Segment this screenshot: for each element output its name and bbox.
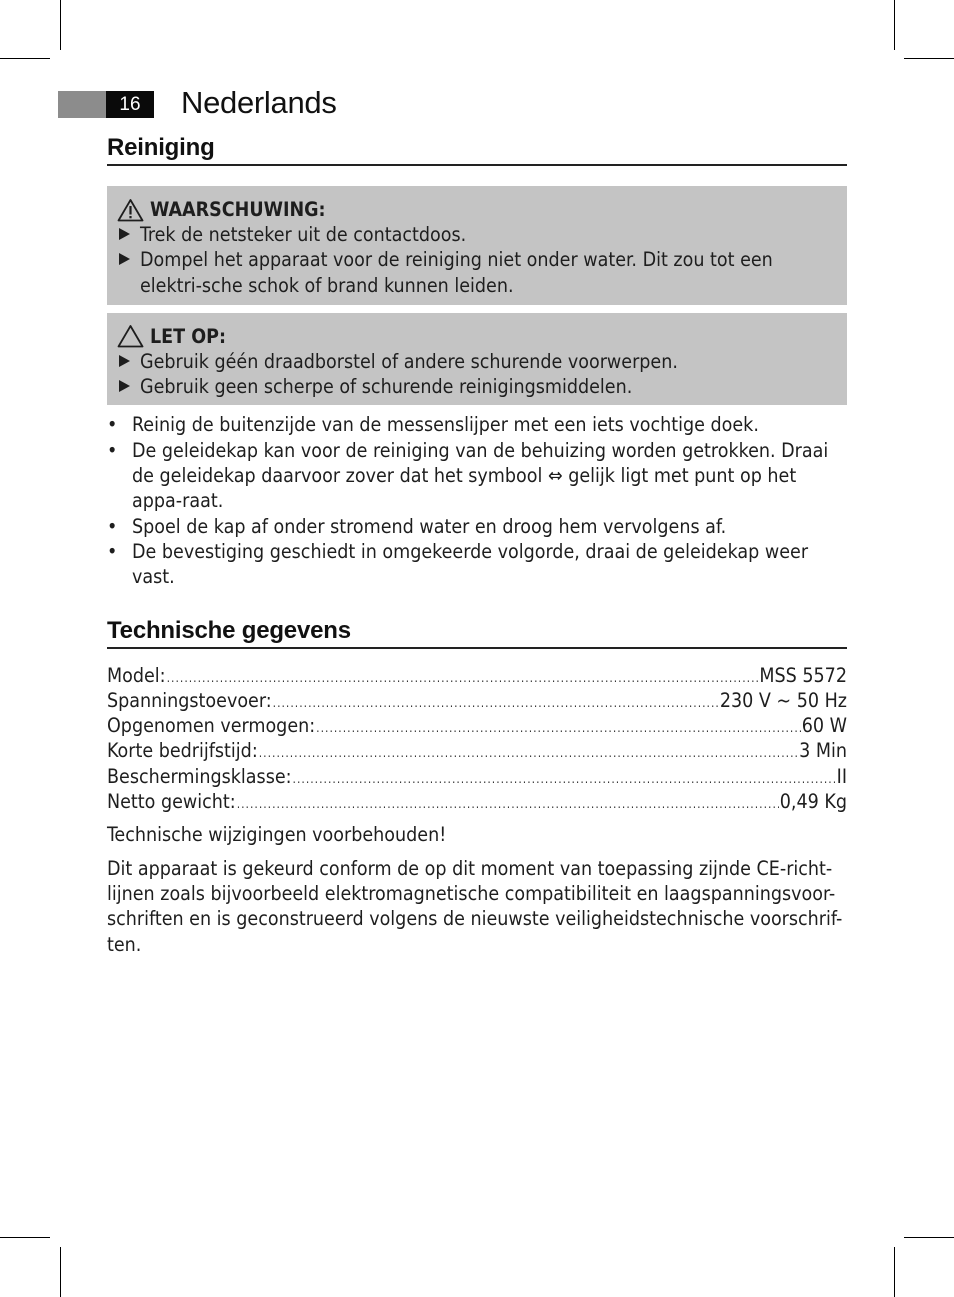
page-number: 16 xyxy=(106,91,154,118)
triangle-right-icon xyxy=(119,253,130,265)
list-item: • Reinig de buitenzijde van de messenslijper met een iets vochtige doek. xyxy=(107,413,759,437)
spec-row xyxy=(107,663,847,688)
list-item: • Spoel de kap af onder stromend water en droog hem vervolgens af. xyxy=(107,514,727,538)
spec-label: Beschermingsklasse: xyxy=(107,764,292,788)
leader-dots xyxy=(293,767,836,792)
warning-box xyxy=(107,186,847,305)
spec-row xyxy=(107,688,847,713)
spec-value: 230 V ~ 50 Hz xyxy=(719,688,847,712)
bullet-dot-icon: • xyxy=(107,438,118,462)
bullet-dot-icon: • xyxy=(107,539,118,563)
leader-dots xyxy=(273,691,719,716)
crop-mark xyxy=(60,1247,61,1297)
spec-value: II xyxy=(836,764,847,788)
warning-label: WAARSCHUWING: xyxy=(150,197,326,221)
triangle-right-icon xyxy=(119,228,130,240)
page-content xyxy=(107,134,847,957)
warning-header xyxy=(117,197,839,222)
crop-mark xyxy=(0,58,50,59)
spec-row xyxy=(107,738,847,763)
leader-dots xyxy=(259,741,798,766)
spec-value: 0,49 Kg xyxy=(779,790,847,814)
crop-mark xyxy=(0,1237,50,1238)
spec-row xyxy=(107,764,847,789)
list-item: Gebruik geen scherpe of schurende reinigingsmiddelen. xyxy=(117,374,839,399)
caution-triangle-icon xyxy=(117,324,144,348)
crop-mark xyxy=(904,1237,954,1238)
leader-dots xyxy=(316,716,801,741)
list-item: • De bevestiging geschiedt in omgekeerde volgorde, draai de geleidekap weer vast. xyxy=(107,539,809,589)
spec-label: Korte bedrijfstijd: xyxy=(107,739,258,763)
page-tab-decor xyxy=(58,91,106,118)
section-title-technical: Technische gegevens xyxy=(107,617,847,649)
crop-mark xyxy=(904,58,954,59)
triangle-right-icon xyxy=(119,380,130,392)
leader-dots xyxy=(237,792,779,817)
technical-note: Technische wijzigingen voorbehouden! xyxy=(107,823,447,847)
ce-paragraph: Dit apparaat is gekeurd conform de op dit moment van toepassing zijnde CE-richt-lijnen zoals bijvoorbeeld elektromagnetische compatibiliteit en laagspanningsvoor-schriften en is geconstrueerd volgens de nieuwste veiligheidstechnische voorschrif-ten. xyxy=(107,856,843,956)
spec-row xyxy=(107,789,847,814)
spec-value: MSS 5572 xyxy=(759,663,847,687)
spec-value: 3 Min xyxy=(799,739,847,763)
spec-label: Netto gewicht: xyxy=(107,790,236,814)
cleaning-bullet-list xyxy=(107,412,847,589)
caution-box xyxy=(107,313,847,406)
spec-row xyxy=(107,713,847,738)
caution-list xyxy=(117,349,839,400)
spec-value: 60 W xyxy=(801,714,847,738)
language-title: Nederlands xyxy=(181,85,337,120)
crop-mark xyxy=(60,0,61,50)
crop-mark xyxy=(894,0,895,50)
triangle-right-icon xyxy=(119,355,130,367)
caution-header xyxy=(117,324,839,349)
bullet-dot-icon: • xyxy=(107,413,118,437)
spec-label: Model: xyxy=(107,663,166,687)
spec-list xyxy=(107,663,847,815)
caution-label: LET OP: xyxy=(150,324,227,348)
bullet-dot-icon: • xyxy=(107,514,118,538)
list-item: Gebruik géén draadborstel of andere schurende voorwerpen. xyxy=(117,349,839,374)
list-item: Trek de netsteker uit de contactdoos. xyxy=(117,222,839,247)
list-item: Dompel het apparaat voor de reiniging niet onder water. Dit zou tot een elektri-sche schok of brand kunnen leiden. xyxy=(117,247,839,298)
spec-label: Spanningstoevoer: xyxy=(107,688,272,712)
warning-triangle-icon xyxy=(117,198,144,222)
section-title-cleaning: Reiniging xyxy=(107,134,847,166)
crop-mark xyxy=(894,1247,895,1297)
spec-label: Opgenomen vermogen: xyxy=(107,714,316,738)
warning-list xyxy=(117,222,839,298)
list-item: • De geleidekap kan voor de reiniging van de behuizing worden getrokken. Draai de geleidekap daarvoor zover dat het symbool ⇔ gelijk ligt met punt op het appa-raat. xyxy=(107,438,829,513)
